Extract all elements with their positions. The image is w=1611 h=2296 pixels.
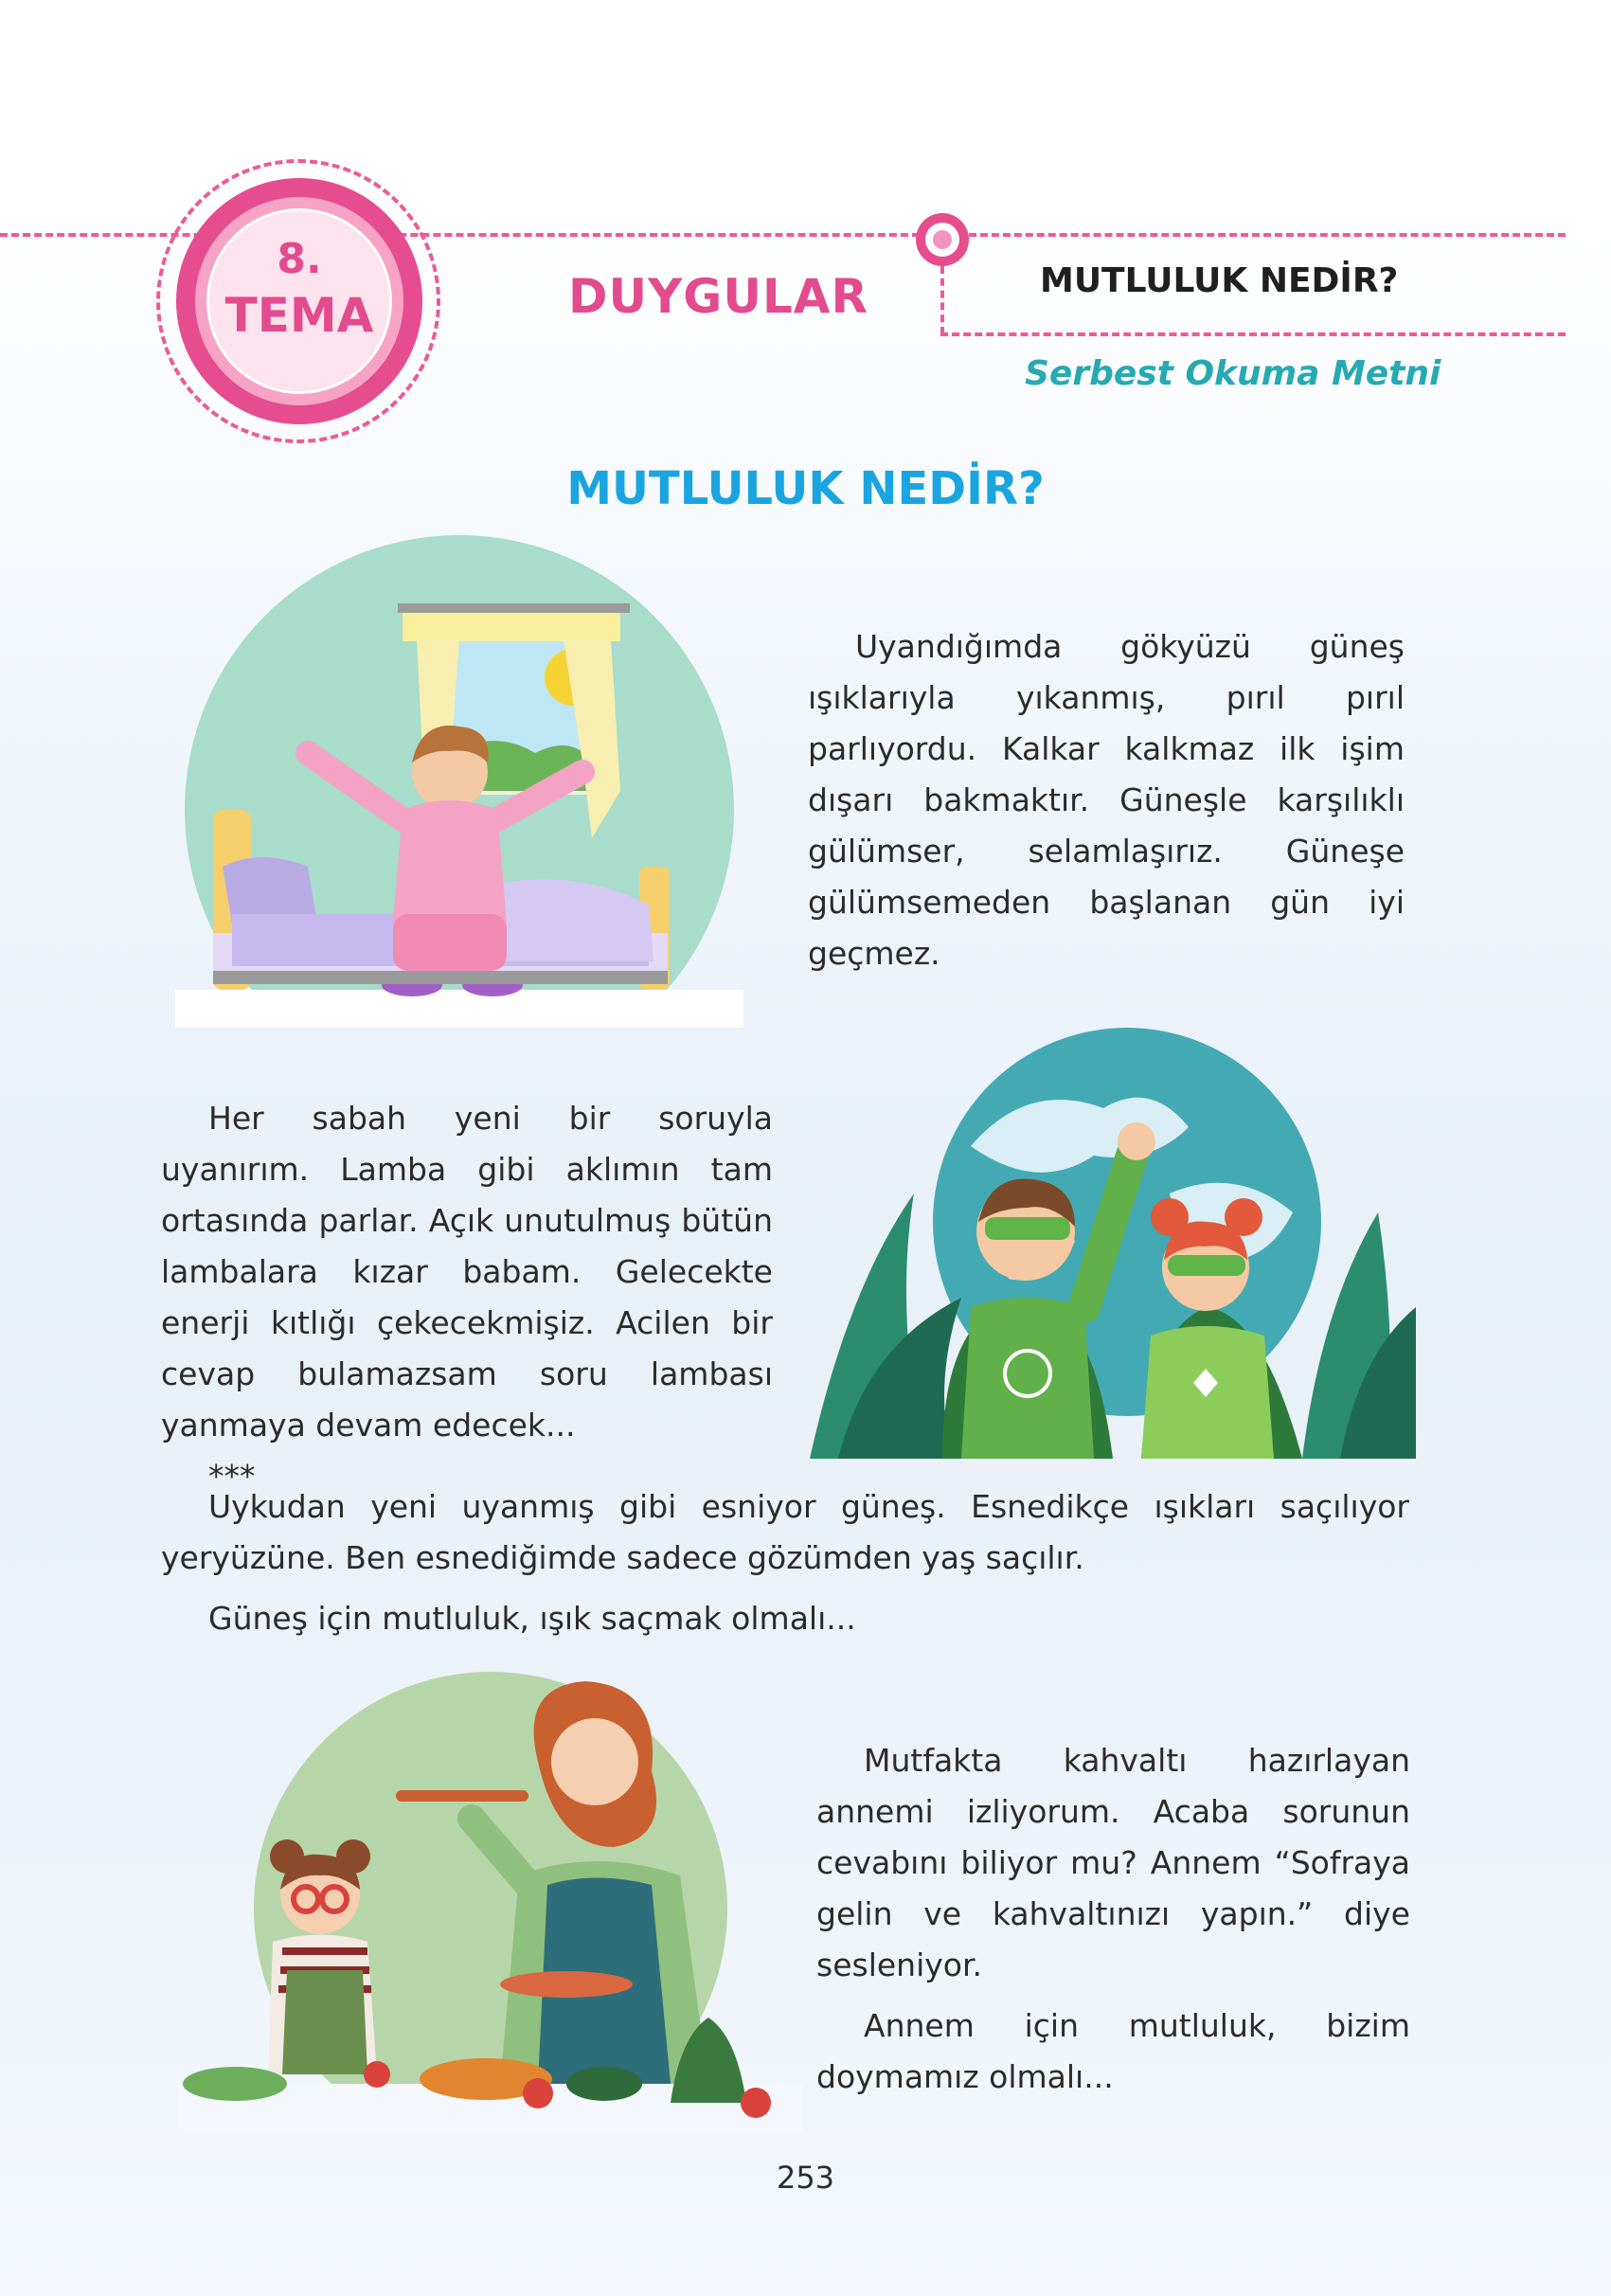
header-box-dashed-bottom xyxy=(940,332,1566,336)
kitchen-breakfast-illustration xyxy=(178,1658,803,2131)
paragraph-5-text: Mutfakta kahvaltı hazırlayan annemi izliyorum. Acaba sorunun cevabını biliyor mu? Annem “Sofraya gelin ve kahvaltınızı yapın.” diye sesleniyor. xyxy=(816,1742,1410,1983)
page-title: MUTLULUK NEDİR? xyxy=(566,462,1045,515)
paragraph-3-text: Uykudan yeni uyanmış gibi esniyor güneş. Esnedikçe ışıkları saçılıyor yeryüzüne. Ben esnediğimde sadece gözümden yaş saçılır. xyxy=(161,1488,1409,1576)
header-box-dashed-side xyxy=(940,266,944,334)
section-title: MUTLULUK NEDİR? xyxy=(1040,261,1399,300)
pin-icon-dot xyxy=(933,230,952,249)
paragraph-1-text: Uyandığımda gökyüzü güneş ışıklarıyla yıkanmış, pırıl pırıl parlıyordu. Kalkar kalkmaz ilk işim dışarı bakmaktır. Güneşle karşılıklı gülümser, selamlaşırız. Güneşe gülümsemeden başlanan gün iyi geçmez. xyxy=(808,628,1405,972)
section-separator: *** xyxy=(208,1458,256,1495)
child-waking-illustration xyxy=(175,526,743,1028)
eco-heroes-illustration xyxy=(810,1023,1416,1459)
reading-subtitle: Serbest Okuma Metni xyxy=(1025,354,1441,393)
paragraph-6-text: Annem için mutluluk, bizim doymamız olmalı... xyxy=(816,2007,1410,2095)
paragraph-4-text: Güneş için mutluluk, ışık saçmak olmalı... xyxy=(208,1600,856,1637)
theme-number: 8. xyxy=(277,235,322,283)
theme-word: TEMA xyxy=(224,288,374,343)
paragraph-3 xyxy=(161,1481,1409,1644)
theme-title: DUYGULAR xyxy=(568,269,869,324)
paragraph-2 xyxy=(161,1093,773,1502)
header-dashed-line-right xyxy=(969,233,1566,237)
header-dashed-line-left xyxy=(0,233,942,237)
paragraph-1 xyxy=(808,621,1405,979)
paragraph-2-text: Her sabah yeni bir soruyla uyanırım. Lamba gibi aklımın tam ortasında parlar. Açık unutulmuş bütün lambalara kızar babam. Gelecekte enerji kıtlığı çekecekmişiz. Acilen bir cevap bulamazsam soru lambası yanmaya devam edecek... xyxy=(161,1100,773,1444)
paragraph-5 xyxy=(816,1735,1410,2103)
page-number: 253 xyxy=(776,2160,835,2196)
